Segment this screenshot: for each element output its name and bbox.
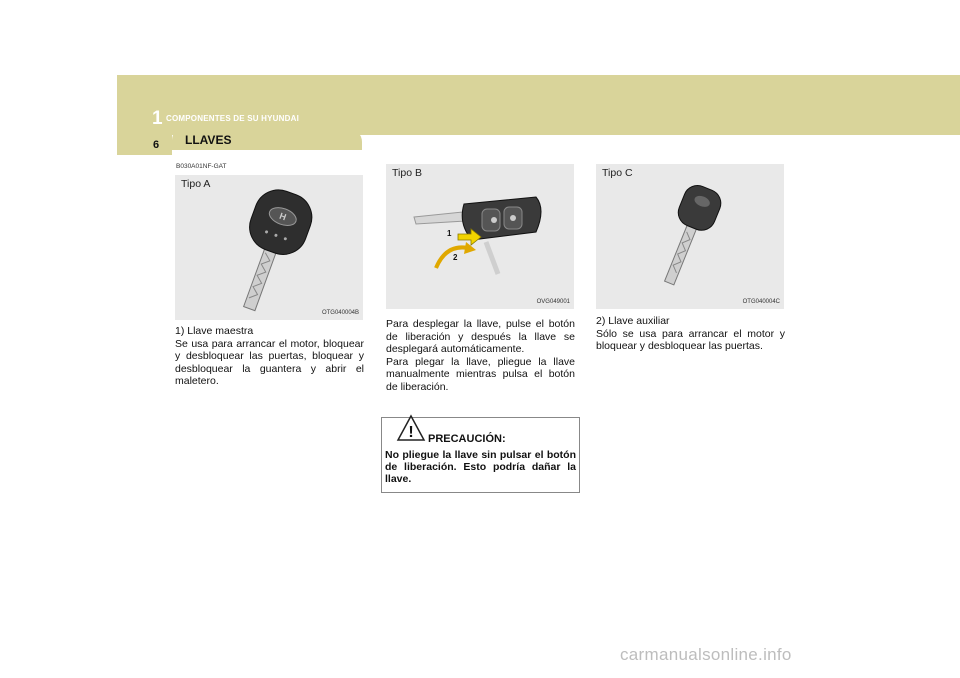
watermark: carmanualsonline.info [620,645,792,664]
auxiliary-key-heading: 2) Llave auxiliar [596,315,670,327]
master-key-description: Se usa para arrancar el motor, bloquear y desbloquear las puertas, bloquear y desbloquear la guantera y abrir el maletero. [175,337,364,387]
unfold-instructions: Para desplegar la llave, pulse el botón de liberación y después la llave se desplegará automáticamente. [386,318,575,355]
figure-code: OVG049001 [536,299,570,305]
caution-box [381,417,580,493]
right-column-text [596,315,785,353]
fold-instructions: Para plegar la llave, pliegue la llave manualmente mientras pulsa el botón de liberación. [386,355,575,393]
figure-key-type-a [175,175,363,320]
auxiliary-key-illustration [596,164,784,309]
figure-key-type-b [386,164,574,309]
caution-title: PRECAUCIÓN: [428,433,506,445]
middle-column-text [386,318,575,393]
caution-text: No pliegue la llave sin pulsar el botón de liberación. Esto podría dañar la llave. [385,449,576,485]
warning-icon [396,414,426,442]
left-column-text [175,325,364,388]
chapter-number: 1 [152,108,163,129]
auxiliary-key-description: Sólo se usa para arrancar el motor y bloquear y desbloquear las puertas. [596,327,785,352]
svg-text:H: H [278,210,288,223]
callout-1: 1 [447,229,452,238]
section-code: B030A01NF-GAT [176,163,227,170]
figure-label: Tipo A [181,178,211,190]
warning-symbol: ! [408,424,414,441]
folding-key-illustration [386,164,574,309]
figure-code: OTG040004C [742,299,780,305]
figure-key-type-c [596,164,784,309]
section-title: LLAVES [185,133,232,147]
figure-label: Tipo B [392,167,422,179]
figure-label: Tipo C [602,167,633,179]
master-key-heading: 1) Llave maestra [175,325,254,337]
callout-2: 2 [453,253,458,262]
page-number-box [117,135,172,155]
master-key-illustration [175,175,363,320]
page-number: 6 [153,139,160,151]
chapter-title: COMPONENTES DE SU HYUNDAI [166,114,300,123]
figure-code: OTG040004B [321,310,359,316]
header-band [117,75,960,135]
